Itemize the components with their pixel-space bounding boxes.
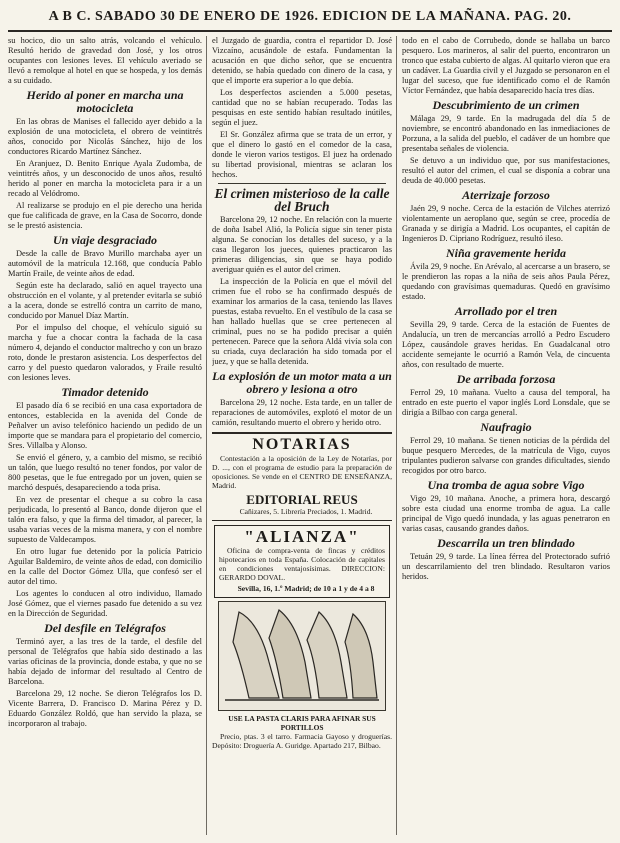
column-divider-2 bbox=[396, 36, 397, 835]
article-text: Por el impulso del choque, el vehículo siguió su marcha y fue a chocar contra la fachada de la casa número 4, dejando el conductor maltrecho y con un brazo roto, donde le prestaron asistencia. Los desperfectos del carro y del puesto quedaron valorados, y Fraile resultó con lesiones leves. bbox=[8, 323, 202, 382]
article-text: Barcelona 29, 12 noche. En relación con la muerte de doña Isabel Alió, la Policía sigue sin tener pista alguna. Se conocían los detalles del suceso, y a la casa llegaron los jueces, quienes practicaron las primeras diligencias, sin que se haya podido averiguar quién es el autor del crimen. bbox=[212, 215, 392, 274]
headline-desfile: Del desfile en Telégrafos bbox=[44, 621, 166, 635]
article-text: Se detuvo a un individuo que, por sus manifestaciones, resultó el autor del crimen, el cual se disponía a cobrar una deuda de 40.000 pesetas. bbox=[402, 156, 610, 185]
ad-alianza-text: Oficina de compra-venta de fincas y créditos hipotecarios en toda España. Colocación de capitales en condiciones ventajosísimas. DIRECCION: GERARDO DOVAL. bbox=[219, 546, 385, 582]
article-text: Barcelona 29, 12 noche. Se dieron Telégrafos los D. Vicente Barrera, D. Francisco D. Marina Pérez y D. Eduardo González Roldó, que han servido la plaza, se incorporaron al trabajo. bbox=[8, 689, 202, 728]
article-text: todo en el cabo de Corrubedo, donde se hallaba un barco pesquero. Los marineros, al salir del puerto, encontraron un tronco que estaba cubierto de algas. Al quitarlo vieron que era un cadáver. La Guardia civil y el Juzgado se personaron en el lugar del suceso, que fue identificado como el de Ramón Víctor Fernández, que había desaparecido hacía tres días. bbox=[402, 36, 610, 95]
headline-crimen: El crimen misterioso de la calle del Bruch bbox=[214, 186, 390, 214]
article-text: Según este ha declarado, salió en aquel trayecto una obstrucción en el volante, y al pretender evitarla se subió a la acera, donde se estrelló contra un carrito de mano, conducido por Manuel Díaz Martín. bbox=[8, 281, 202, 320]
ad-pasta-title: USE LA PASTA CLARIS PARA AFINAR SUS PORTILLOS bbox=[228, 714, 376, 732]
ad-alianza bbox=[214, 525, 390, 598]
article-text: Málaga 29, 9 tarde. En la madrugada del día 5 de noviembre, se encontró abandonado en las inmediaciones de Porzuna, a la salida del pueblo, el cadáver de un hombre que presentaba señales de violencia. bbox=[402, 114, 610, 153]
article-text: Ávila 29, 9 noche. En Arévalo, al acercarse a un brasero, se le prendieron las ropas a la niña de seis años Paula Pérez, quedando con gravísimas quemaduras. Quedó en gravísimo estado. bbox=[402, 262, 610, 301]
headline-nina: Niña gravemente herida bbox=[446, 246, 566, 260]
column-2 bbox=[212, 36, 392, 837]
article-text: el Juzgado de guardia, contra el repartidor D. José Vizcaíno, acusándole de estafa. Fundamentan la acusación en que dicho señor, que se encuentra detenido, se había quedado con dinero de la casa, y que el importe era superior a lo que debía. bbox=[212, 36, 392, 85]
article-text: Desde la calle de Bravo Murillo marchaba ayer un automóvil de la matrícula 12.168, que conducía Pablo Martín Fraile, de veinte años de edad. bbox=[8, 249, 202, 278]
ad-illustration bbox=[218, 601, 386, 711]
headline-moto: Herido al poner en marcha una motocicleta bbox=[26, 88, 184, 115]
article-text: Tetuán 29, 9 tarde. La línea férrea del Protectorado sufrió un descarrilamiento del tren blindado. Resultaron varios heridos. bbox=[402, 552, 610, 581]
headline-viaje: Un viaje desgraciado bbox=[53, 233, 157, 247]
headline-naufragio: Naufragio bbox=[480, 420, 532, 434]
headline-timador: Timador detenido bbox=[61, 385, 149, 399]
headline-arribada: De arribada forzosa bbox=[456, 372, 556, 386]
article-text: Sevilla 29, 9 tarde. Cerca de la estación de Fuentes de Andalucía, un tren de mercancías arrolló a Pedro Escudero López, causándole graves heridas. En Guadalcanal otro accidente semejante le ocurrió a Ramón Vela, de cincuenta años, con resultado de muerte. bbox=[402, 320, 610, 369]
article-text: La inspección de la Policía en que el móvil del crimen fue el robo se ha confirmado después de examinar los armarios de la casa, teniendo las llaves puestas, estaba revuelto. En el vestíbulo de la casa se han hallado huellas que se cree pertenecen al criminal, pues no se ha podido precisar a quién pertenecen. Parece que la señora Aldá vivía sola con su criada, cuya declaración ha sido tomada por el juez, y que se halla detenida. bbox=[212, 277, 392, 366]
headline-aterrizaje: Aterrizaje forzoso bbox=[462, 188, 550, 202]
article-text: Los agentes lo conducen al otro individuo, llamado José Gómez, que el viernes pasado fue detenido a su vez en la Dirección de Seguridad. bbox=[8, 589, 202, 618]
article-text: En las obras de Manises el fallecido ayer debido a la explosión de una motocicleta, el obrero de veintitrés años, conocido por Nicolás Sánchez, hijo de los conductores Ricardo Martínez Sánchez. bbox=[8, 117, 202, 156]
masthead: A B C. SABADO 30 DE ENERO DE 1926. EDICION DE LA MAÑANA. PAG. 20. bbox=[48, 9, 572, 24]
article-text: su hocico, dio un salto atrás, volcando el vehículo. Resultó herido de gravedad don José, y los otros ocupantes con lesiones leves. El vehículo averiado se llevó a remolque al hotel en que se hospeda, y los demás a su cuidado. bbox=[8, 36, 202, 85]
article-text: Al realizarse se produjo en el pie derecho una herida que fue calificada de grave, en la Casa de Socorro, donde se le prestó asistencia. bbox=[8, 201, 202, 230]
article-text: En vez de presentar el cheque a su cobro la casa perjudicada, lo presentó al Banco, donde dijeron que el talón era falso, y que la firma del timador, al parecer, la usaba varias veces de la misma manera, y con el nombre supuesto de Valdecampos. bbox=[8, 495, 202, 544]
ad-publisher: EDITORIAL REUS bbox=[246, 492, 358, 507]
article-text: El Sr. González afirma que se trata de un error, y que el dinero lo gastó en el comedor de la casa, donde le vieron varios testigos. El juez ha ordenado su libertad provisional, mientras se aclaran los hechos. bbox=[212, 130, 392, 179]
column-3 bbox=[402, 36, 610, 837]
ad-notarias-title: NOTARIAS bbox=[252, 436, 352, 453]
column-1 bbox=[8, 36, 202, 837]
article-text: Se envió el género, y, a cambio del mismo, se recibió un talón, que luego resultó no tener fondos, por valor de 800 pesetas, que le fue entregado por un joven, quien se marchó después, desapareciendo a toda prisa. bbox=[8, 453, 202, 492]
headline-blindado: Descarrila un tren blindado bbox=[437, 536, 575, 550]
ad-alianza-title: "ALIANZA" bbox=[244, 527, 360, 546]
ad-notarias bbox=[212, 432, 392, 521]
article-text: En Aranjuez, D. Benito Enrique Ayala Zudomba, de veintitrés años, y un desconocido de unos años, resultó herido al poner en marcha la motocicleta para ir a un recado al Velódromo. bbox=[8, 159, 202, 198]
ad-alianza-address: Sevilla, 16, 1.º Madrid; de 10 a 1 y de 4 a 8 bbox=[237, 584, 375, 593]
header-rule bbox=[8, 30, 612, 32]
ad-pasta-text: Precio, ptas. 3 el tarro. Farmacia Gayoso y droguerías. Depósito: Droguería A. Guridge. Apartado 217, Bilbao. bbox=[212, 732, 392, 750]
article-text: Los desperfectos ascienden a 5.000 pesetas, cantidad que no se habían recuperado. Todas las pesquisas en este sentido habían resultado inútiles, según el juez. bbox=[212, 88, 392, 127]
article-text: El pasado día 6 se recibió en una casa exportadora de entonces, establecida en la avenida del Conde de Peñalver un aviso telefónico haciendo un pedido de un importe que se mandara para el propietario del comercio, Sres. Villalba y Alonso. bbox=[8, 401, 202, 450]
article-text: En otro lugar fue detenido por la policía Patricio Aguilar Baldemiro, de veinte años de edad, con domicilio en la calle del Doctor Gómez Ulla, que confesó ser el autor del timo. bbox=[8, 547, 202, 586]
ad-publisher-text: Cañizares, 5. Librería Preciados, 1. Madrid. bbox=[239, 507, 373, 516]
headline-arrollado: Arrollado por el tren bbox=[454, 304, 558, 318]
headline-explosion: La explosión de un motor mata a un obrero y lesiona a otro bbox=[212, 369, 392, 396]
headline-descubrimiento: Descubrimiento de un crimen bbox=[432, 98, 580, 112]
column-divider-1 bbox=[206, 36, 207, 835]
article-text: Jaén 29, 9 noche. Cerca de la estación de Vilches aterrizó violentamente un aeroplano que, según se cree, procedía de Granada y se dirigía a Madrid. Los ocupantes, el capitán de Ingenieros D. Cipriano Rodríguez, resultó ileso. bbox=[402, 204, 610, 243]
feet-illustration-icon bbox=[219, 602, 385, 708]
headline-tromba: Una tromba de agua sobre Vigo bbox=[427, 478, 585, 492]
ad-notarias-text: Contestación a la oposición de la Ley de Notarías, por D. ..., con el programa de estudio para la preparación de oposiciones. Se vende en el CENTRO DE ENSEÑANZA, Madrid. bbox=[212, 454, 392, 490]
article-text: Terminó ayer, a las tres de la tarde, el desfile del personal de Telégrafos que había sido destinado a las varias oficinas de la provincia, donde estaba, y que no se había dejado de informar del resultado al Centro de Barcelona. bbox=[8, 637, 202, 686]
article-text: Vigo 29, 10 mañana. Anoche, a primera hora, descargó sobre esta ciudad una enorme tromba de agua. La calle principal de Vigo quedó inundada, y las aguas penetraron en varias casas, causando grandes daños. bbox=[402, 494, 610, 533]
divider bbox=[218, 183, 386, 184]
article-text: Ferrol 29, 10 mañana. Vuelto a causa del temporal, ha entrado en este puerto el vapor inglés Lord Lonsdale, que se dirigía a Bilbao con carga general. bbox=[402, 388, 610, 417]
article-text: Barcelona 29, 12 noche. Esta tarde, en un taller de reparaciones de automóviles, explotó el motor de un camión, resultando muerto el obrero y herido otro. bbox=[212, 398, 392, 427]
article-text: Ferrol 29, 10 mañana. Se tienen noticias de la pérdida del buque pesquero Mercedes, de la matrícula de Vigo, cuyos tripulantes pudieron salvarse con grandes dificultades, siendo recogidos por otro barco. bbox=[402, 436, 610, 475]
